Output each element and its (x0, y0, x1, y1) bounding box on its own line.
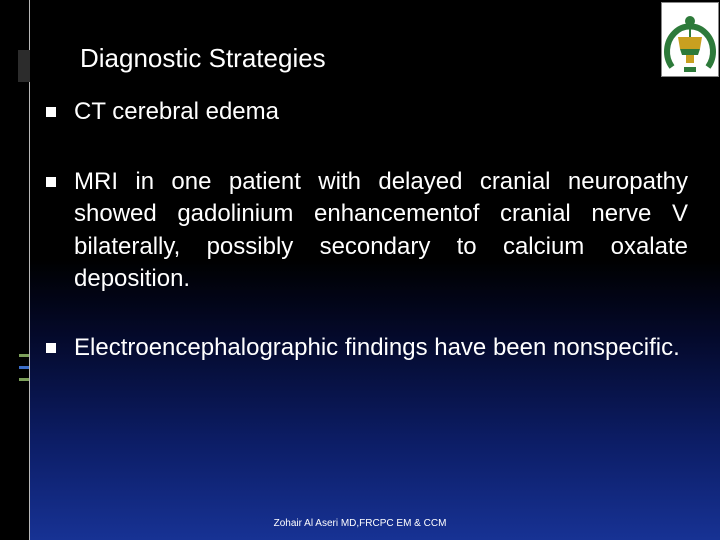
slide-footer: Zohair Al Aseri MD,FRCPC EM & CCM (273, 518, 447, 529)
green-accent-line (19, 354, 29, 357)
bullet-item (46, 166, 688, 296)
square-bullet-icon (46, 107, 56, 117)
square-bullet-icon (46, 177, 56, 187)
blue-accent-line (19, 366, 29, 369)
logo-emblem-icon (662, 3, 718, 76)
green-accent-line-2 (19, 378, 29, 381)
title-accent-bar (18, 50, 30, 82)
bullet-text: CT cerebral edema (74, 98, 279, 125)
bullet-item (46, 332, 688, 365)
university-logo (661, 2, 719, 77)
bullet-item (46, 96, 688, 129)
bullet-text: MRI in one patient with delayed cranial neuropathy showed gadolinium enhancementof cranial nerve V bilaterally, possibly secondary to calcium oxalate deposition. (74, 167, 688, 292)
bullet-text: Electroencephalographic findings have been nonspecific. (74, 333, 680, 361)
square-bullet-icon (46, 343, 56, 353)
bullet-list (46, 96, 688, 364)
slide-title: Diagnostic Strategies (80, 43, 326, 73)
